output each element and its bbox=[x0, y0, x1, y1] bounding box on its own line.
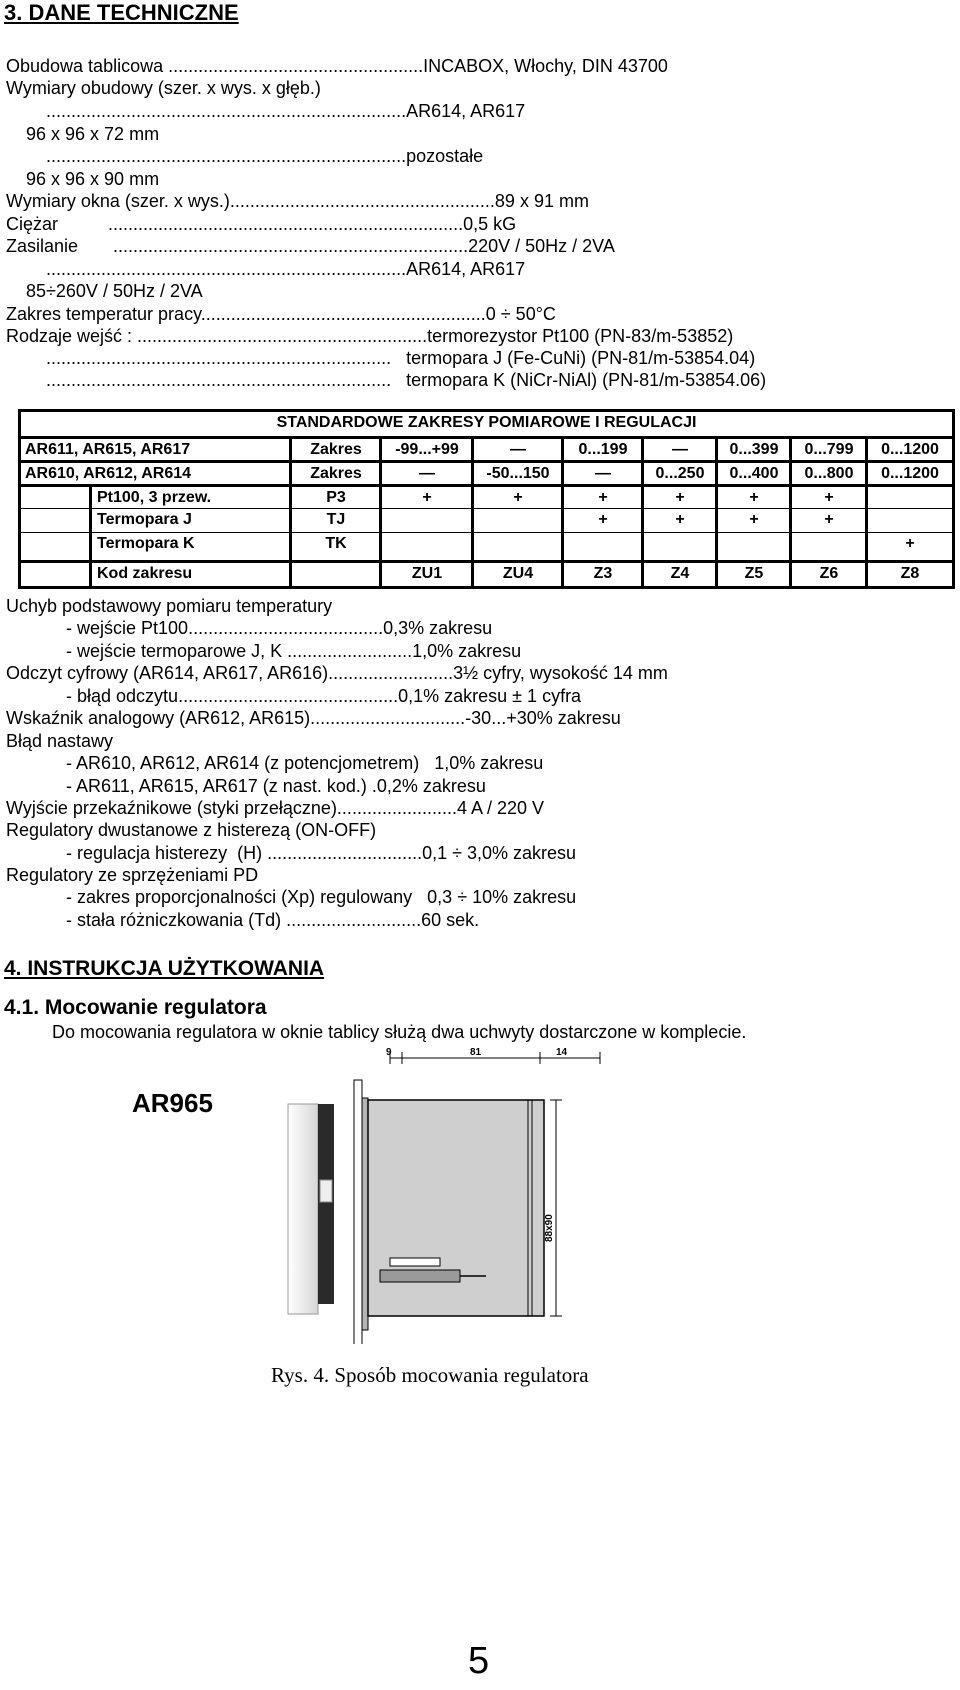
panel-wall bbox=[288, 1104, 318, 1314]
spec-line: Rodzaje wejść : ..........................................................termorezystor Pt100 (PN-83/m-53852) bbox=[6, 326, 734, 346]
table-cell: Kod zakresu bbox=[97, 565, 193, 582]
spec-line: Zasilanie .......................................................................220V / 50Hz / 2VA bbox=[6, 236, 615, 256]
table-cell bbox=[563, 533, 643, 555]
spec-line: Wyjście przekaźnikowe (styki przełączne)........................4 A / 220 V bbox=[6, 798, 545, 818]
table-cell: 0...1200 bbox=[881, 465, 939, 482]
spec-line: ..................................................................... termopara J (Fe-CuNi) (PN-81/m-53854.04) bbox=[6, 348, 756, 368]
table-cell bbox=[381, 533, 473, 555]
table-grid-line bbox=[471, 436, 474, 586]
table-cell: + bbox=[824, 511, 834, 528]
model-label: AR965 bbox=[132, 1088, 213, 1118]
table-cell bbox=[643, 533, 717, 555]
dim-label: 14 bbox=[556, 1047, 568, 1058]
table-cell: AR611, AR615, AR617 bbox=[25, 441, 191, 458]
figure-caption: Rys. 4. Sposób mocowania regulatora bbox=[271, 1363, 589, 1387]
spec-line: ........................................................................pozostałe bbox=[6, 146, 484, 166]
table-cell bbox=[473, 533, 563, 555]
spec-line: - błąd odczytu............................................0,1% zakresu ± 1 cyfra bbox=[6, 686, 582, 706]
spec-line: - zakres proporcjonalności (Xp) regulowany 0,3 ÷ 10% zakresu bbox=[6, 887, 577, 907]
table-cell: 0...799 bbox=[804, 441, 854, 458]
table-cell: — bbox=[510, 441, 526, 458]
table-cell: — bbox=[595, 465, 611, 482]
table-grid-line bbox=[561, 436, 564, 586]
table-cell: — bbox=[419, 465, 435, 482]
table-cell: TK bbox=[325, 535, 347, 552]
table-cell: Termopara J bbox=[97, 511, 192, 528]
table-cell: P3 bbox=[326, 489, 346, 506]
mounting-figure bbox=[280, 1044, 620, 1344]
spec-line: Regulatory ze sprzężeniami PD bbox=[6, 865, 259, 885]
spec-line: Błąd nastawy bbox=[6, 731, 114, 751]
table-grid-line bbox=[641, 436, 644, 586]
spec-line: - regulacja histerezy (H) ...............................0,1 ÷ 3,0% zakresu bbox=[6, 843, 577, 863]
dim-label: 81 bbox=[470, 1047, 482, 1058]
table-row bbox=[21, 560, 952, 582]
ranges-table bbox=[18, 409, 955, 589]
table-cell: + bbox=[675, 511, 685, 528]
table-cell: Z4 bbox=[670, 565, 690, 582]
spec-line: 85÷260V / 50Hz / 2VA bbox=[6, 281, 203, 301]
table-cell: -50...150 bbox=[486, 465, 550, 482]
table-cell bbox=[867, 487, 953, 509]
table-cell: TJ bbox=[326, 511, 346, 528]
table-grid-line bbox=[289, 436, 292, 586]
spec-line: - AR610, AR612, AR614 (z potencjometrem) 1,0% zakresu bbox=[6, 753, 544, 773]
spec-line: Regulatory dwustanowe z histerezą (ON-OFF) bbox=[6, 820, 377, 840]
table-cell bbox=[867, 509, 953, 531]
table-grid-line bbox=[865, 436, 868, 586]
table-grid-line bbox=[379, 436, 382, 586]
spec-line: Zakres temperatur pracy.........................................................0 ÷ 50°C bbox=[6, 304, 556, 324]
spec-line: Ciężar .......................................................................0,5 kG bbox=[6, 214, 517, 234]
table-cell: Z6 bbox=[819, 565, 839, 582]
spec-line: ..................................................................... termopara K (NiCr-NiAl) (PN-81/m-53854.06) bbox=[6, 370, 767, 390]
table-grid-line bbox=[89, 484, 92, 586]
table-cell: -99...+99 bbox=[395, 441, 459, 458]
spec-line: Uchyb podstawowy pomiaru temperatury bbox=[6, 596, 333, 616]
table-cell: 0...1200 bbox=[881, 441, 939, 458]
dim-label: 9 bbox=[386, 1047, 392, 1058]
table-cell: + bbox=[824, 489, 834, 506]
spec-line: - wejście Pt100.......................................0,3% zakresu bbox=[6, 618, 493, 638]
table-grid-line bbox=[789, 436, 792, 586]
mounting-text: Do mocowania regulatora w oknie tablicy służą dwa uchwyty dostarczone w komplecie. bbox=[52, 1022, 747, 1042]
table-cell: 0...800 bbox=[804, 465, 854, 482]
dim-label: 88x90 bbox=[544, 1214, 555, 1242]
page-number: 5 bbox=[468, 1640, 490, 1682]
spec-line: ........................................................................AR614, AR617 bbox=[6, 101, 526, 121]
table-cell: + bbox=[749, 511, 759, 528]
table-cell bbox=[381, 509, 473, 531]
spec-line: - AR611, AR615, AR617 (z nast. kod.) .0,2% zakresu bbox=[6, 776, 486, 796]
table-cell: 0...250 bbox=[655, 465, 705, 482]
spec-line: Wymiary obudowy (szer. x wys. x głęb.) bbox=[6, 78, 321, 98]
spec-line: 96 x 96 x 90 mm bbox=[6, 169, 160, 189]
table-cell bbox=[717, 533, 791, 555]
table-title: STANDARDOWE ZAKRESY POMIAROWE I REGULACJI bbox=[276, 414, 697, 431]
table-cell: — bbox=[672, 441, 688, 458]
table-cell: Z3 bbox=[593, 565, 613, 582]
spec-line: - wejście termoparowe J, K .........................1,0% zakresu bbox=[6, 641, 522, 661]
table-cell: Termopara K bbox=[97, 535, 195, 552]
table-cell bbox=[791, 533, 867, 555]
table-cell: + bbox=[749, 489, 759, 506]
spec-line: Odczyt cyfrowy (AR614, AR617, AR616).........................3½ cyfry, wysokość 14 mm bbox=[6, 663, 668, 683]
mounting-bracket bbox=[380, 1270, 460, 1282]
table-cell: + bbox=[598, 489, 608, 506]
spec-line: Obudowa tablicowa ...................................................INCABOX, Włochy, DIN 43700 bbox=[6, 56, 668, 76]
table-cell: 0...399 bbox=[729, 441, 779, 458]
section-4-heading: 4. INSTRUKCJA UŻYTKOWANIA bbox=[4, 957, 325, 980]
table-cell: Pt100, 3 przew. bbox=[97, 489, 212, 506]
table-row bbox=[21, 508, 952, 530]
table-row bbox=[21, 484, 952, 506]
panel-plate bbox=[354, 1080, 362, 1344]
table-cell bbox=[473, 509, 563, 531]
table-cell: AR610, AR612, AR614 bbox=[25, 465, 192, 482]
table-cell: 0...400 bbox=[729, 465, 779, 482]
spec-line: ........................................................................AR614, AR617 bbox=[6, 259, 526, 279]
housing bbox=[368, 1100, 544, 1316]
table-cell: Zakres bbox=[310, 465, 362, 482]
table-cell: ZU1 bbox=[411, 565, 443, 582]
table-cell: + bbox=[422, 489, 432, 506]
spec-line: Wymiary okna (szer. x wys.).....................................................89 x 91 mm bbox=[6, 191, 589, 211]
table-cell: Zakres bbox=[310, 441, 362, 458]
front-bezel bbox=[318, 1104, 334, 1304]
table-cell: ZU4 bbox=[502, 565, 534, 582]
spec-line: - stała różniczkowania (Td) ...........................60 sek. bbox=[6, 910, 480, 930]
section-4-1-heading: 4.1. Mocowanie regulatora bbox=[4, 996, 267, 1019]
table-cell: Z5 bbox=[744, 565, 764, 582]
spec-line: 96 x 96 x 72 mm bbox=[6, 124, 160, 144]
table-cell: + bbox=[675, 489, 685, 506]
table-cell: + bbox=[513, 489, 523, 506]
spec-line: Wskaźnik analogowy (AR612, AR615)...............................-30...+30% zakresu bbox=[6, 708, 621, 728]
table-grid-line bbox=[715, 436, 718, 586]
table-cell: + bbox=[598, 511, 608, 528]
table-row bbox=[21, 436, 952, 458]
table-cell: + bbox=[905, 535, 915, 552]
table-cell bbox=[291, 563, 381, 585]
table-cell: Z8 bbox=[900, 565, 920, 582]
table-row bbox=[21, 532, 952, 554]
table-cell: 0...199 bbox=[578, 441, 628, 458]
table-row bbox=[21, 460, 952, 482]
section-3-heading: 3. DANE TECHNICZNE bbox=[4, 0, 239, 25]
